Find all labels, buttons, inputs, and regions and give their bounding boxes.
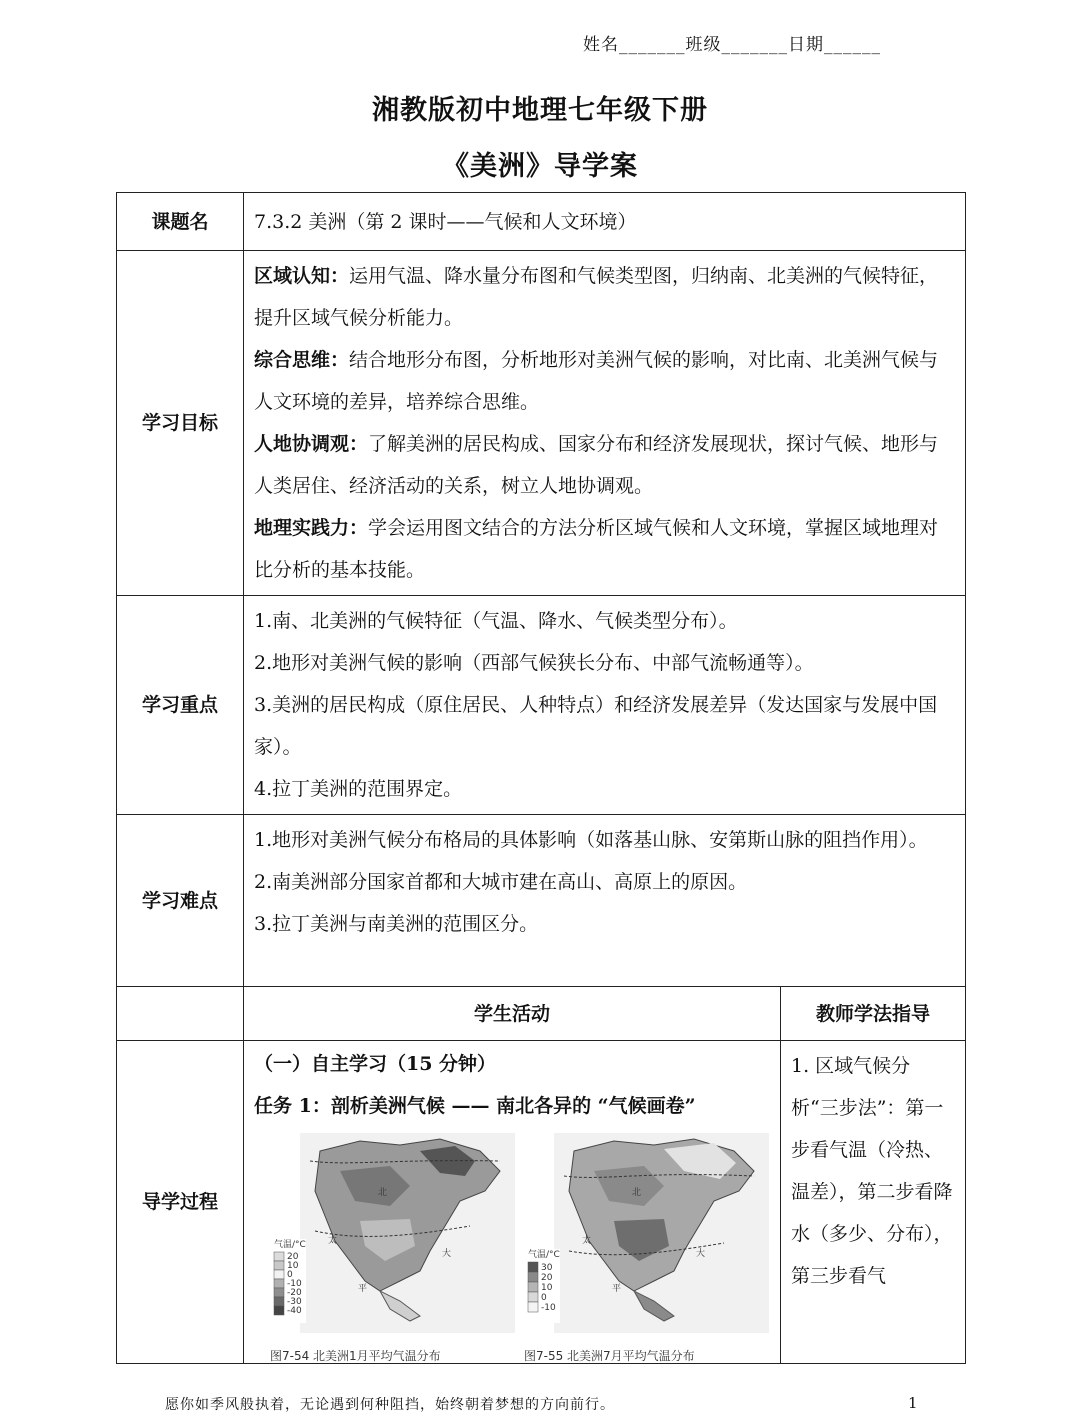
difficulties-content — [244, 815, 966, 987]
july-temperature-map — [524, 1131, 774, 1363]
svg-text:太: 太 — [582, 1236, 592, 1246]
temperature-maps — [254, 1131, 770, 1363]
svg-text:-20: -20 — [287, 1288, 302, 1298]
keypoints-content — [244, 596, 966, 815]
difficulty-item: 1.地形对美洲气候分布格局的具体影响（如落基山脉、安第斯山脉的阻挡作用）。 — [254, 829, 928, 851]
difficulties-row — [117, 815, 966, 987]
document-subtitle: 《美洲》导学案 — [442, 151, 638, 182]
svg-text:大: 大 — [442, 1249, 452, 1259]
process-row — [117, 1041, 966, 1364]
map1-caption: 图7-54 北美洲1月平均气温分布 — [270, 1349, 441, 1363]
section-heading: （一）自主学习（15 分钟） — [254, 1053, 497, 1075]
difficulty-item: 3.拉丁美洲与南美洲的范围区分。 — [254, 913, 539, 935]
class-label: 班级 — [685, 35, 722, 55]
goal-item: 综合思维：结合地形分布图，分析地形对美洲气候的影响，对比南、北美洲气候与人文环境的差异，培养综合思维。 — [254, 349, 939, 413]
goal-item: 地理实践力：学会运用图文结合的方法分析区域气候和人文环境，掌握区域地理对比分析的基本技能。 — [254, 517, 939, 581]
goals-row — [117, 251, 966, 596]
svg-text:-10: -10 — [541, 1303, 556, 1313]
date-label: 日期 — [788, 35, 824, 55]
document-title: 湘教版初中地理七年级下册 — [372, 95, 708, 126]
svg-text:气温/°C: 气温/°C — [274, 1240, 306, 1250]
topic-value: 7.3.2 美洲（第 2 课时——气候和人文环境） — [244, 193, 966, 251]
svg-text:-10: -10 — [287, 1279, 302, 1289]
svg-text:气温/°C: 气温/°C — [528, 1250, 560, 1260]
lesson-plan-table — [116, 192, 966, 1364]
svg-text:10: 10 — [541, 1283, 553, 1293]
keypoint-item: 4.拉丁美洲的范围界定。 — [254, 778, 463, 800]
svg-text:北: 北 — [632, 1188, 642, 1198]
keypoints-row — [117, 596, 966, 815]
keypoints-label: 学习重点 — [117, 596, 244, 815]
name-blank[interactable]: _______ — [619, 35, 686, 55]
svg-text:30: 30 — [541, 1263, 553, 1273]
student-info-fields — [583, 30, 881, 55]
map2-caption: 图7-55 北美洲7月平均气温分布 — [524, 1349, 695, 1363]
svg-text:平: 平 — [612, 1284, 622, 1294]
goals-content — [244, 251, 966, 596]
svg-text:0: 0 — [541, 1293, 547, 1303]
difficulty-item: 2.南美洲部分国家首都和大城市建在高山、高原上的原因。 — [254, 871, 748, 893]
svg-text:-30: -30 — [287, 1297, 302, 1307]
goal-item: 区域认知：运用气温、降水量分布图和气候类型图，归纳南、北美洲的气候特征，提升区域气候分析能力。 — [254, 265, 939, 329]
svg-text:0: 0 — [287, 1270, 293, 1280]
difficulties-label: 学习难点 — [117, 815, 244, 987]
topic-row — [117, 193, 966, 251]
svg-text:北: 北 — [378, 1188, 388, 1198]
keypoint-item: 3.美洲的居民构成（原住居民、人种特点）和经济发展差异（发达国家与发展中国家）。 — [254, 694, 938, 758]
svg-text:平: 平 — [358, 1284, 368, 1294]
svg-text:10: 10 — [287, 1261, 299, 1271]
class-blank[interactable]: _______ — [721, 35, 788, 55]
footer-motto: 愿你如季风般执着，无论遇到何种阻挡，始终朝着梦想的方向前行。 — [165, 1397, 615, 1413]
svg-text:20: 20 — [541, 1273, 553, 1283]
goals-label: 学习目标 — [117, 251, 244, 596]
name-label: 姓名 — [583, 35, 619, 55]
date-blank[interactable]: ______ — [824, 35, 881, 55]
task-heading: 任务 1：剖析美洲气候 —— 南北各异的 “气候画卷” — [254, 1095, 696, 1117]
svg-text:太: 太 — [328, 1236, 338, 1246]
student-activity-header: 学生活动 — [244, 987, 781, 1041]
svg-text:-40: -40 — [287, 1306, 302, 1316]
empty-cell — [117, 987, 244, 1041]
page-number: 1 — [908, 1394, 918, 1412]
january-temperature-map — [270, 1131, 520, 1363]
teacher-guidance-content: 1. 区域气候分析“三步法”：第一步看气温（冷热、温差），第二步看降水（多少、分布），第三步看气 — [781, 1041, 966, 1364]
svg-text:20: 20 — [287, 1252, 299, 1262]
keypoint-item: 1.南、北美洲的气候特征（气温、降水、气候类型分布）。 — [254, 610, 738, 632]
column-header-row — [117, 987, 966, 1041]
svg-text:大: 大 — [696, 1249, 706, 1259]
student-activity-content — [244, 1041, 781, 1364]
process-label: 导学过程 — [117, 1041, 244, 1364]
topic-label: 课题名 — [117, 193, 244, 251]
goal-item: 人地协调观：了解美洲的居民构成、国家分布和经济发展现状，探讨气候、地形与人类居住、经济活动的关系，树立人地协调观。 — [254, 433, 939, 497]
teacher-guidance-header: 教师学法指导 — [781, 987, 966, 1041]
keypoint-item: 2.地形对美洲气候的影响（西部气候狭长分布、中部气流畅通等）。 — [254, 652, 814, 674]
